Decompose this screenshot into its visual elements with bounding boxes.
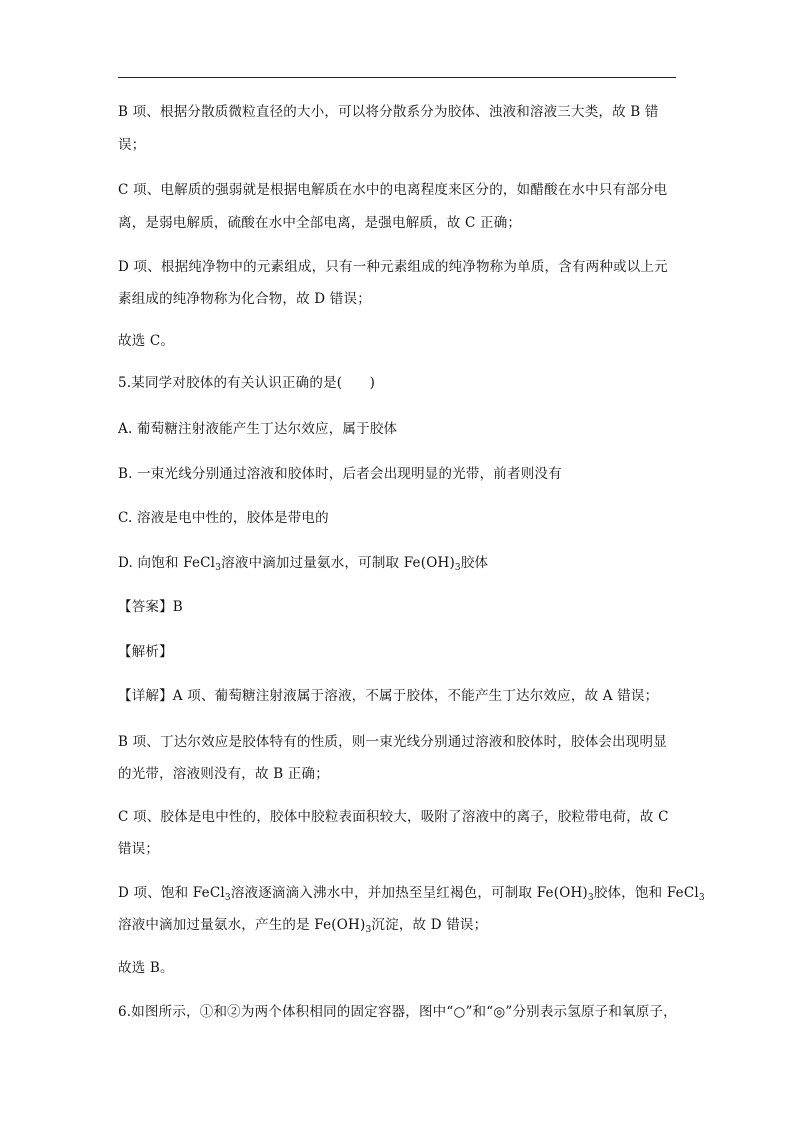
text-line: 错误；	[118, 841, 160, 857]
question-6: 6.如图所示，①和②为两个体积相同的固定容器，图中“○”和“◎”分别表示氢原子和氧原子，	[118, 1004, 677, 1020]
option-c: C. 溶液是电中性的，胶体是带电的	[118, 510, 329, 526]
text-line: B 项、根据分散质微粒直径的大小，可以将分散系分为胶体、浊液和溶液三大类，故 B 错	[118, 104, 659, 120]
text-line: 故选 B。	[118, 960, 174, 976]
option-a: A. 葡萄糖注射液能产生丁达尔效应，属于胶体	[118, 421, 398, 437]
text-line: B 项、丁达尔效应是胶体特有的性质，则一束光线分别通过溶液和胶体时，胶体会出现明显	[118, 734, 667, 750]
question-5: 5.某同学对胶体的有关认识正确的是( )	[118, 375, 376, 391]
option-d: D. 向饱和 FeCl$_3$溶液中滴加过量氨水，可制取 $Fe(OH)_3$胶体	[118, 555, 489, 573]
text-line: D 项、饱和 FeCl$_3$溶液逐滴滴入沸水中，并加热至呈红褐色，可制取 $Fe(OH)_3$胶体，饱和 FeCl$_3$	[118, 885, 705, 903]
option-b: B. 一束光线分别通过溶液和胶体时，后者会出现明显的光带，前者则没有	[118, 466, 562, 482]
text-line: C 项、电解质的强弱就是根据电解质在水中的电离程度来区分的，如醋酸在水中只有部分电	[118, 182, 668, 198]
text-line: C 项、胶体是电中性的，胶体中胶粒表面积较大，吸附了溶液中的离子，胶粒带电荷，故 C	[118, 809, 669, 825]
answer-label: 【答案】B	[118, 599, 183, 615]
text-line: 素组成的纯净物称为化合物，故 D 错误；	[118, 291, 371, 307]
text-line: 的光带，溶液则没有，故 B 正确；	[118, 766, 329, 782]
text-line: D 项、根据纯净物中的元素组成，只有一种元素组成的纯净物称为单质，含有两种或以上元	[118, 259, 668, 275]
detail-line: 【详解】A 项、葡萄糖注射液属于溶液，不属于胶体，不能产生丁达尔效应，故 A 错误；	[118, 688, 659, 704]
text-line: 故选 C。	[118, 333, 175, 349]
header-rule	[118, 77, 676, 78]
analysis-label: 【解析】	[118, 644, 173, 660]
text-line: 离，是弱电解质，硫酸在水中全部电离，是强电解质，故 C 正确；	[118, 215, 522, 231]
text-line: 溶液中滴加过量氨水，产生的是 $Fe(OH)_3$沉淀，故 D 错误；	[118, 917, 488, 935]
text-line: 误；	[118, 137, 146, 153]
